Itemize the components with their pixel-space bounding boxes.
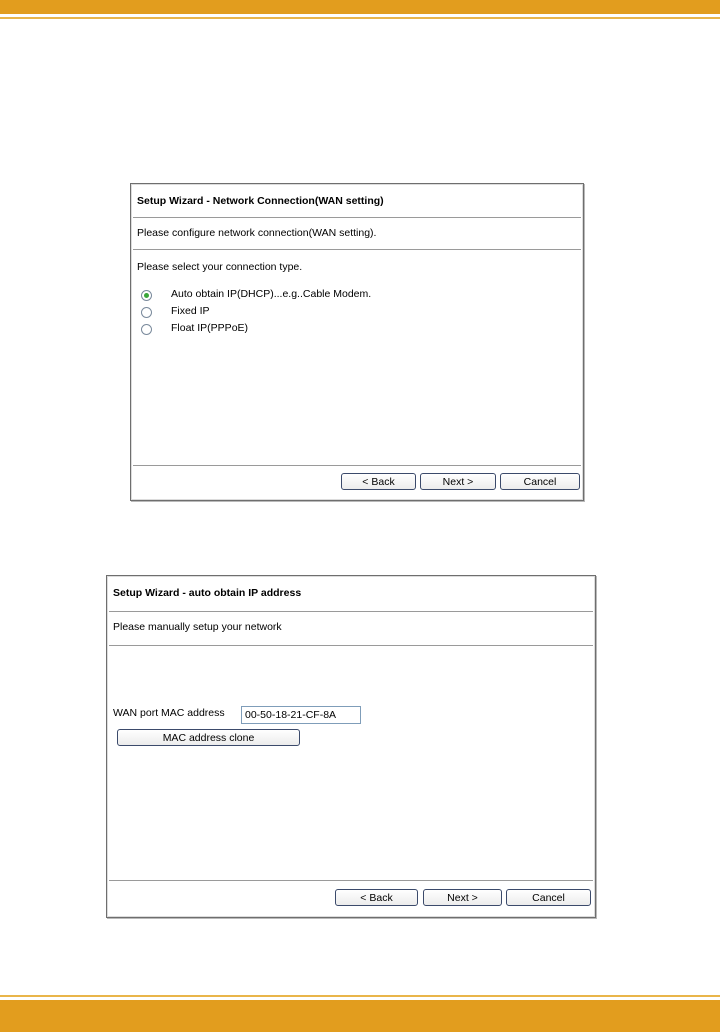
header-band bbox=[0, 0, 720, 14]
dialog-subtitle: Please manually setup your network bbox=[109, 612, 593, 646]
dialog-subtitle: Please configure network connection(WAN setting). bbox=[133, 218, 581, 250]
wan-setting-dialog bbox=[130, 183, 584, 501]
auto-obtain-ip-dialog bbox=[106, 575, 596, 918]
mac-clone-button[interactable]: MAC address clone bbox=[117, 729, 300, 746]
radio-fixed-ip[interactable] bbox=[141, 307, 152, 318]
option-label-pppoe: Float IP(PPPoE) bbox=[171, 322, 249, 334]
mac-address-input[interactable]: 00-50-18-21-CF-8A bbox=[241, 706, 361, 724]
dialog-footer bbox=[133, 465, 581, 498]
radio-dhcp[interactable] bbox=[141, 290, 152, 301]
next-button[interactable]: Next > bbox=[420, 473, 496, 490]
dialog-title: Setup Wizard - auto obtain IP address bbox=[109, 578, 593, 612]
mac-address-label: WAN port MAC address bbox=[113, 707, 225, 719]
next-button[interactable]: Next > bbox=[423, 889, 502, 906]
dialog-footer bbox=[109, 880, 593, 915]
footer-rule bbox=[0, 995, 720, 997]
header-rule bbox=[0, 17, 720, 19]
dialog-title: Setup Wizard - Network Connection(WAN setting) bbox=[133, 186, 581, 218]
back-button[interactable]: < Back bbox=[335, 889, 418, 906]
dialog-body bbox=[109, 646, 593, 881]
cancel-button[interactable]: Cancel bbox=[506, 889, 591, 906]
cancel-button[interactable]: Cancel bbox=[500, 473, 580, 490]
footer-band bbox=[0, 1000, 720, 1032]
connection-type-prompt: Please select your connection type. bbox=[137, 261, 303, 273]
dialog-body bbox=[133, 250, 581, 466]
option-label-dhcp: Auto obtain IP(DHCP)...e.g..Cable Modem. bbox=[171, 288, 372, 300]
radio-pppoe[interactable] bbox=[141, 324, 152, 335]
option-label-fixed-ip: Fixed IP bbox=[171, 305, 210, 317]
back-button[interactable]: < Back bbox=[341, 473, 416, 490]
